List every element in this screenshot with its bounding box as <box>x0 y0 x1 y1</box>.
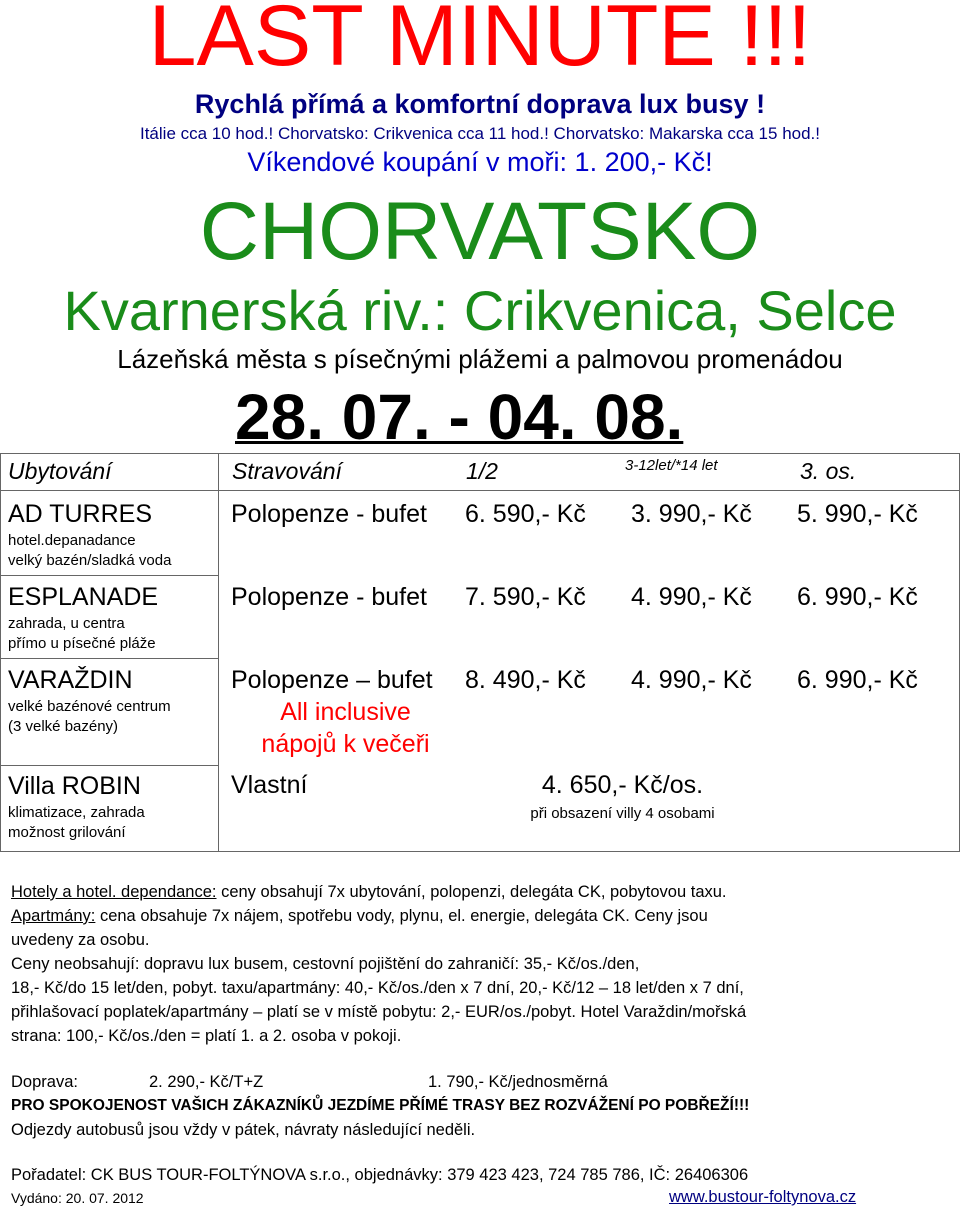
transport-line: Rychlá přímá a komfortní doprava lux busy ! <box>194 89 766 119</box>
country-title: CHORVATSKO <box>199 186 761 277</box>
hotel-name: ESPLANADE <box>8 583 159 611</box>
apartments-label: Apartmány: <box>11 907 96 925</box>
board-type: Polopenze - bufet <box>231 500 427 528</box>
price-half: 7. 590,- Kč <box>465 583 586 611</box>
hotel-desc: (3 velké bazény) <box>8 718 119 735</box>
price-child: 4. 990,- Kč <box>631 666 752 694</box>
header-board: Stravování <box>232 458 342 484</box>
hotels-text: ceny obsahují 7x ubytování, polopenzi, delegáta CK, pobytovou taxu. <box>216 883 727 901</box>
dates: 28. 07. - 04. 08. <box>235 381 684 453</box>
exclusions-line: přihlašovací poplatek/apartmány – platí se v místě pobytu: 2,- EUR/os./pobyt. Hotel Varaždin/mořská <box>11 1003 747 1021</box>
villa-price: 4. 650,- Kč/os. <box>541 771 704 799</box>
header-half: 1/2 <box>466 458 498 484</box>
header-third: 3. os. <box>800 458 857 484</box>
headline: LAST MINUTE !!! <box>148 0 812 84</box>
drinks-note: nápojů k večeři <box>261 730 430 758</box>
board-type: Vlastní <box>231 771 308 799</box>
exclusions-line: Ceny neobsahují: dopravu lux busem, cestovní pojištění do zahraničí: 35,- Kč/os./den, <box>11 955 640 973</box>
price-half: 6. 590,- Kč <box>465 500 586 528</box>
price-third: 6. 990,- Kč <box>797 666 918 694</box>
villa-price-note: při obsazení villy 4 osobami <box>530 805 715 822</box>
board-type: Polopenze – bufet <box>231 666 433 694</box>
table-rule <box>0 453 1 852</box>
hotel-desc: velké bazénové centrum <box>8 698 171 715</box>
transport-return-price: 2. 290,- Kč/T+Z <box>149 1073 264 1091</box>
issued-date: Vydáno: 20. 07. 2012 <box>11 1190 144 1206</box>
table-rule <box>218 453 219 852</box>
transport-oneway-price: 1. 790,- Kč/jednosměrná <box>428 1073 608 1091</box>
apartments-note-cont: uvedeny za osobu. <box>11 931 150 949</box>
organizer-info: Pořadatel: CK BUS TOUR-FOLTÝNOVA s.r.o., objednávky: 379 423 423, 724 785 786, IČ: 26406306 <box>11 1166 749 1184</box>
tagline: Lázeňská města s písečnými plážemi a palmovou promenádou <box>117 344 843 374</box>
hotel-desc: velký bazén/sladká voda <box>8 552 172 569</box>
hotel-desc: možnost grilování <box>8 824 126 841</box>
hotels-label: Hotely a hotel. dependance: <box>11 883 217 901</box>
table-rule <box>0 851 960 852</box>
apartments-note <box>11 905 708 927</box>
table-rule <box>0 765 218 766</box>
hotel-desc: klimatizace, zahrada <box>8 804 145 821</box>
table-rule <box>0 575 218 576</box>
transport-label: Doprava: <box>11 1073 78 1091</box>
travel-times: Itálie cca 10 hod.! Chorvatsko: Crikvenica cca 11 hod.! Chorvatsko: Makarska cca 15 hod.! <box>139 124 821 143</box>
price-child: 4. 990,- Kč <box>631 583 752 611</box>
hotel-name: AD TURRES <box>8 500 153 528</box>
region-title: Kvarnerská riv.: Crikvenica, Selce <box>63 279 897 342</box>
hotels-note <box>11 881 727 903</box>
hotel-desc: hotel.depanadance <box>8 532 136 549</box>
weekend-offer: Víkendové koupání v moři: 1. 200,- Kč! <box>247 147 713 177</box>
departures-note: Odjezdy autobusů jsou vždy v pátek, návraty následující neděli. <box>11 1121 476 1139</box>
exclusions-line: 18,- Kč/do 15 let/den, pobyt. taxu/apartmány: 40,- Kč/os./den x 7 dní, 20,- Kč/12 – 18 let/den x 7 dní, <box>11 979 744 997</box>
all-inclusive-note: All inclusive <box>280 698 411 726</box>
exclusions-line: strana: 100,- Kč/os./den = platí 1. a 2. osoba v pokoji. <box>11 1027 402 1045</box>
price-half: 8. 490,- Kč <box>465 666 586 694</box>
hotel-name: Villa ROBIN <box>8 772 141 800</box>
table-rule <box>0 490 960 491</box>
hotel-desc: přímo u písečné pláže <box>8 635 156 652</box>
apartments-text: cena obsahuje 7x nájem, spotřebu vody, plynu, el. energie, delegáta CK. Ceny jsou <box>95 907 708 925</box>
header-accommodation: Ubytování <box>8 458 112 484</box>
hotel-name: VARAŽDIN <box>8 666 133 694</box>
hotel-desc: zahrada, u centra <box>8 615 125 632</box>
header-children: 3-12let/*14 let <box>625 457 718 474</box>
table-rule <box>0 658 218 659</box>
price-third: 6. 990,- Kč <box>797 583 918 611</box>
price-child: 3. 990,- Kč <box>631 500 752 528</box>
direct-routes-notice: PRO SPOKOJENOST VAŠICH ZÁKAZNÍKŮ JEZDÍME PŘÍMÉ TRASY BEZ ROZVÁŽENÍ PO POBŘEŽÍ!!! <box>11 1097 750 1114</box>
table-rule <box>0 453 960 454</box>
website-link[interactable]: www.bustour-foltynova.cz <box>669 1188 857 1206</box>
board-type: Polopenze - bufet <box>231 583 427 611</box>
price-third: 5. 990,- Kč <box>797 500 918 528</box>
